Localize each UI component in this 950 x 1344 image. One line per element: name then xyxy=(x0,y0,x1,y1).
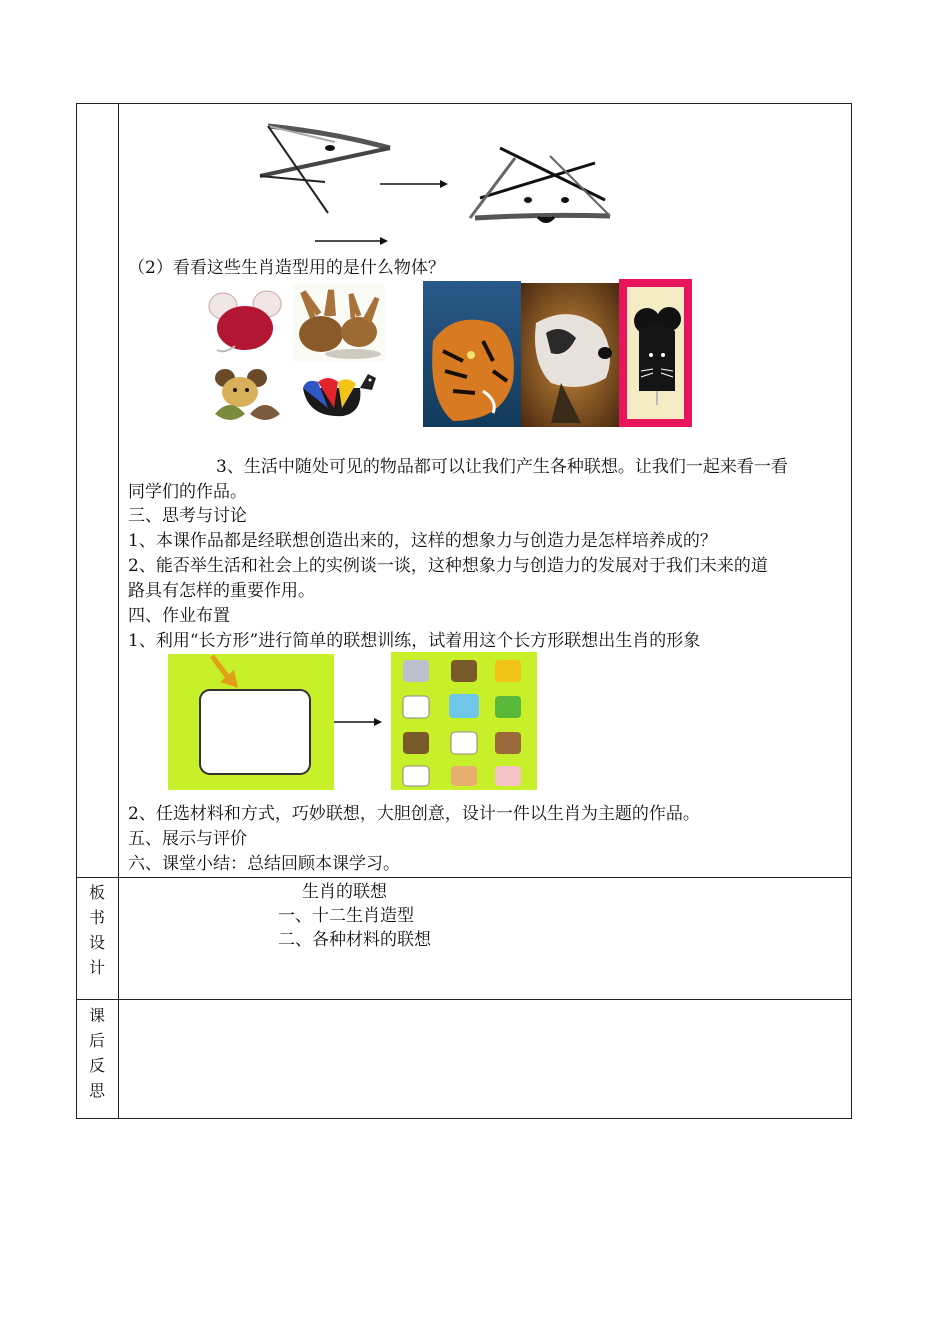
kiwi-rabbit-photo xyxy=(293,284,385,362)
table-column-divider xyxy=(118,103,119,1119)
section-5-title: 五、展示与评价 xyxy=(128,829,247,849)
paragraph-3-line2: 同学们的作品。 xyxy=(128,482,247,502)
section-6-title: 六、课堂小结：总结回顾本课学习。 xyxy=(128,854,400,874)
section-3-question-2-line2: 路具有怎样的重要作用。 xyxy=(128,581,315,601)
section-4-title: 四、作业布置 xyxy=(128,606,230,626)
dog-hand-painting-photo xyxy=(521,283,619,427)
board-design-label: 板 书 设 计 xyxy=(88,883,105,977)
section-3-question-2-line1: 2、能否举生活和社会上的实例谈一谈，这种想象力与创造力的发展对于我们未来的道 xyxy=(128,556,768,576)
mouse-drawing-photo xyxy=(619,279,692,427)
rectangle-exercise-illustration xyxy=(168,654,334,790)
reflection-label: 课 后 反 思 xyxy=(88,1006,105,1100)
row-divider-board xyxy=(76,877,852,878)
section-4-item-2: 2、任选材料和方式，巧妙联想，大胆创意，设计一件以生肖为主题的作品。 xyxy=(128,804,700,824)
board-line-2: 二、各种材料的联想 xyxy=(278,930,431,950)
paragraph-3-line1: 3、生活中随处可见的物品都可以让我们产生各种联想。让我们一起来看一看 xyxy=(216,457,788,477)
radish-mouse-photo xyxy=(205,284,290,358)
feather-rooster-photo xyxy=(298,368,386,426)
board-line-1: 一、十二生肖造型 xyxy=(278,906,414,926)
board-title: 生肖的联想 xyxy=(302,882,387,902)
section-4-item-1: 1、利用“长方形”进行简单的联想训练，试着用这个长方形联想出生肖的形象 xyxy=(128,631,701,651)
row-divider-reflection xyxy=(76,999,852,1000)
section-3-title: 三、思考与讨论 xyxy=(128,506,247,526)
zodiac-rectangle-animals-illustration xyxy=(391,652,537,790)
leaf-mouse-photo xyxy=(205,366,290,426)
triangle-to-face-illustration xyxy=(250,118,630,248)
section-3-question-1: 1、本课作品都是经联想创造出来的，这样的想象力与创造力是怎样培养成的？ xyxy=(128,531,717,551)
question-2: （2）看看这些生肖造型用的是什么物体？ xyxy=(128,258,445,278)
tiger-hand-painting-photo xyxy=(423,281,521,427)
arrow-right-icon xyxy=(334,714,382,730)
